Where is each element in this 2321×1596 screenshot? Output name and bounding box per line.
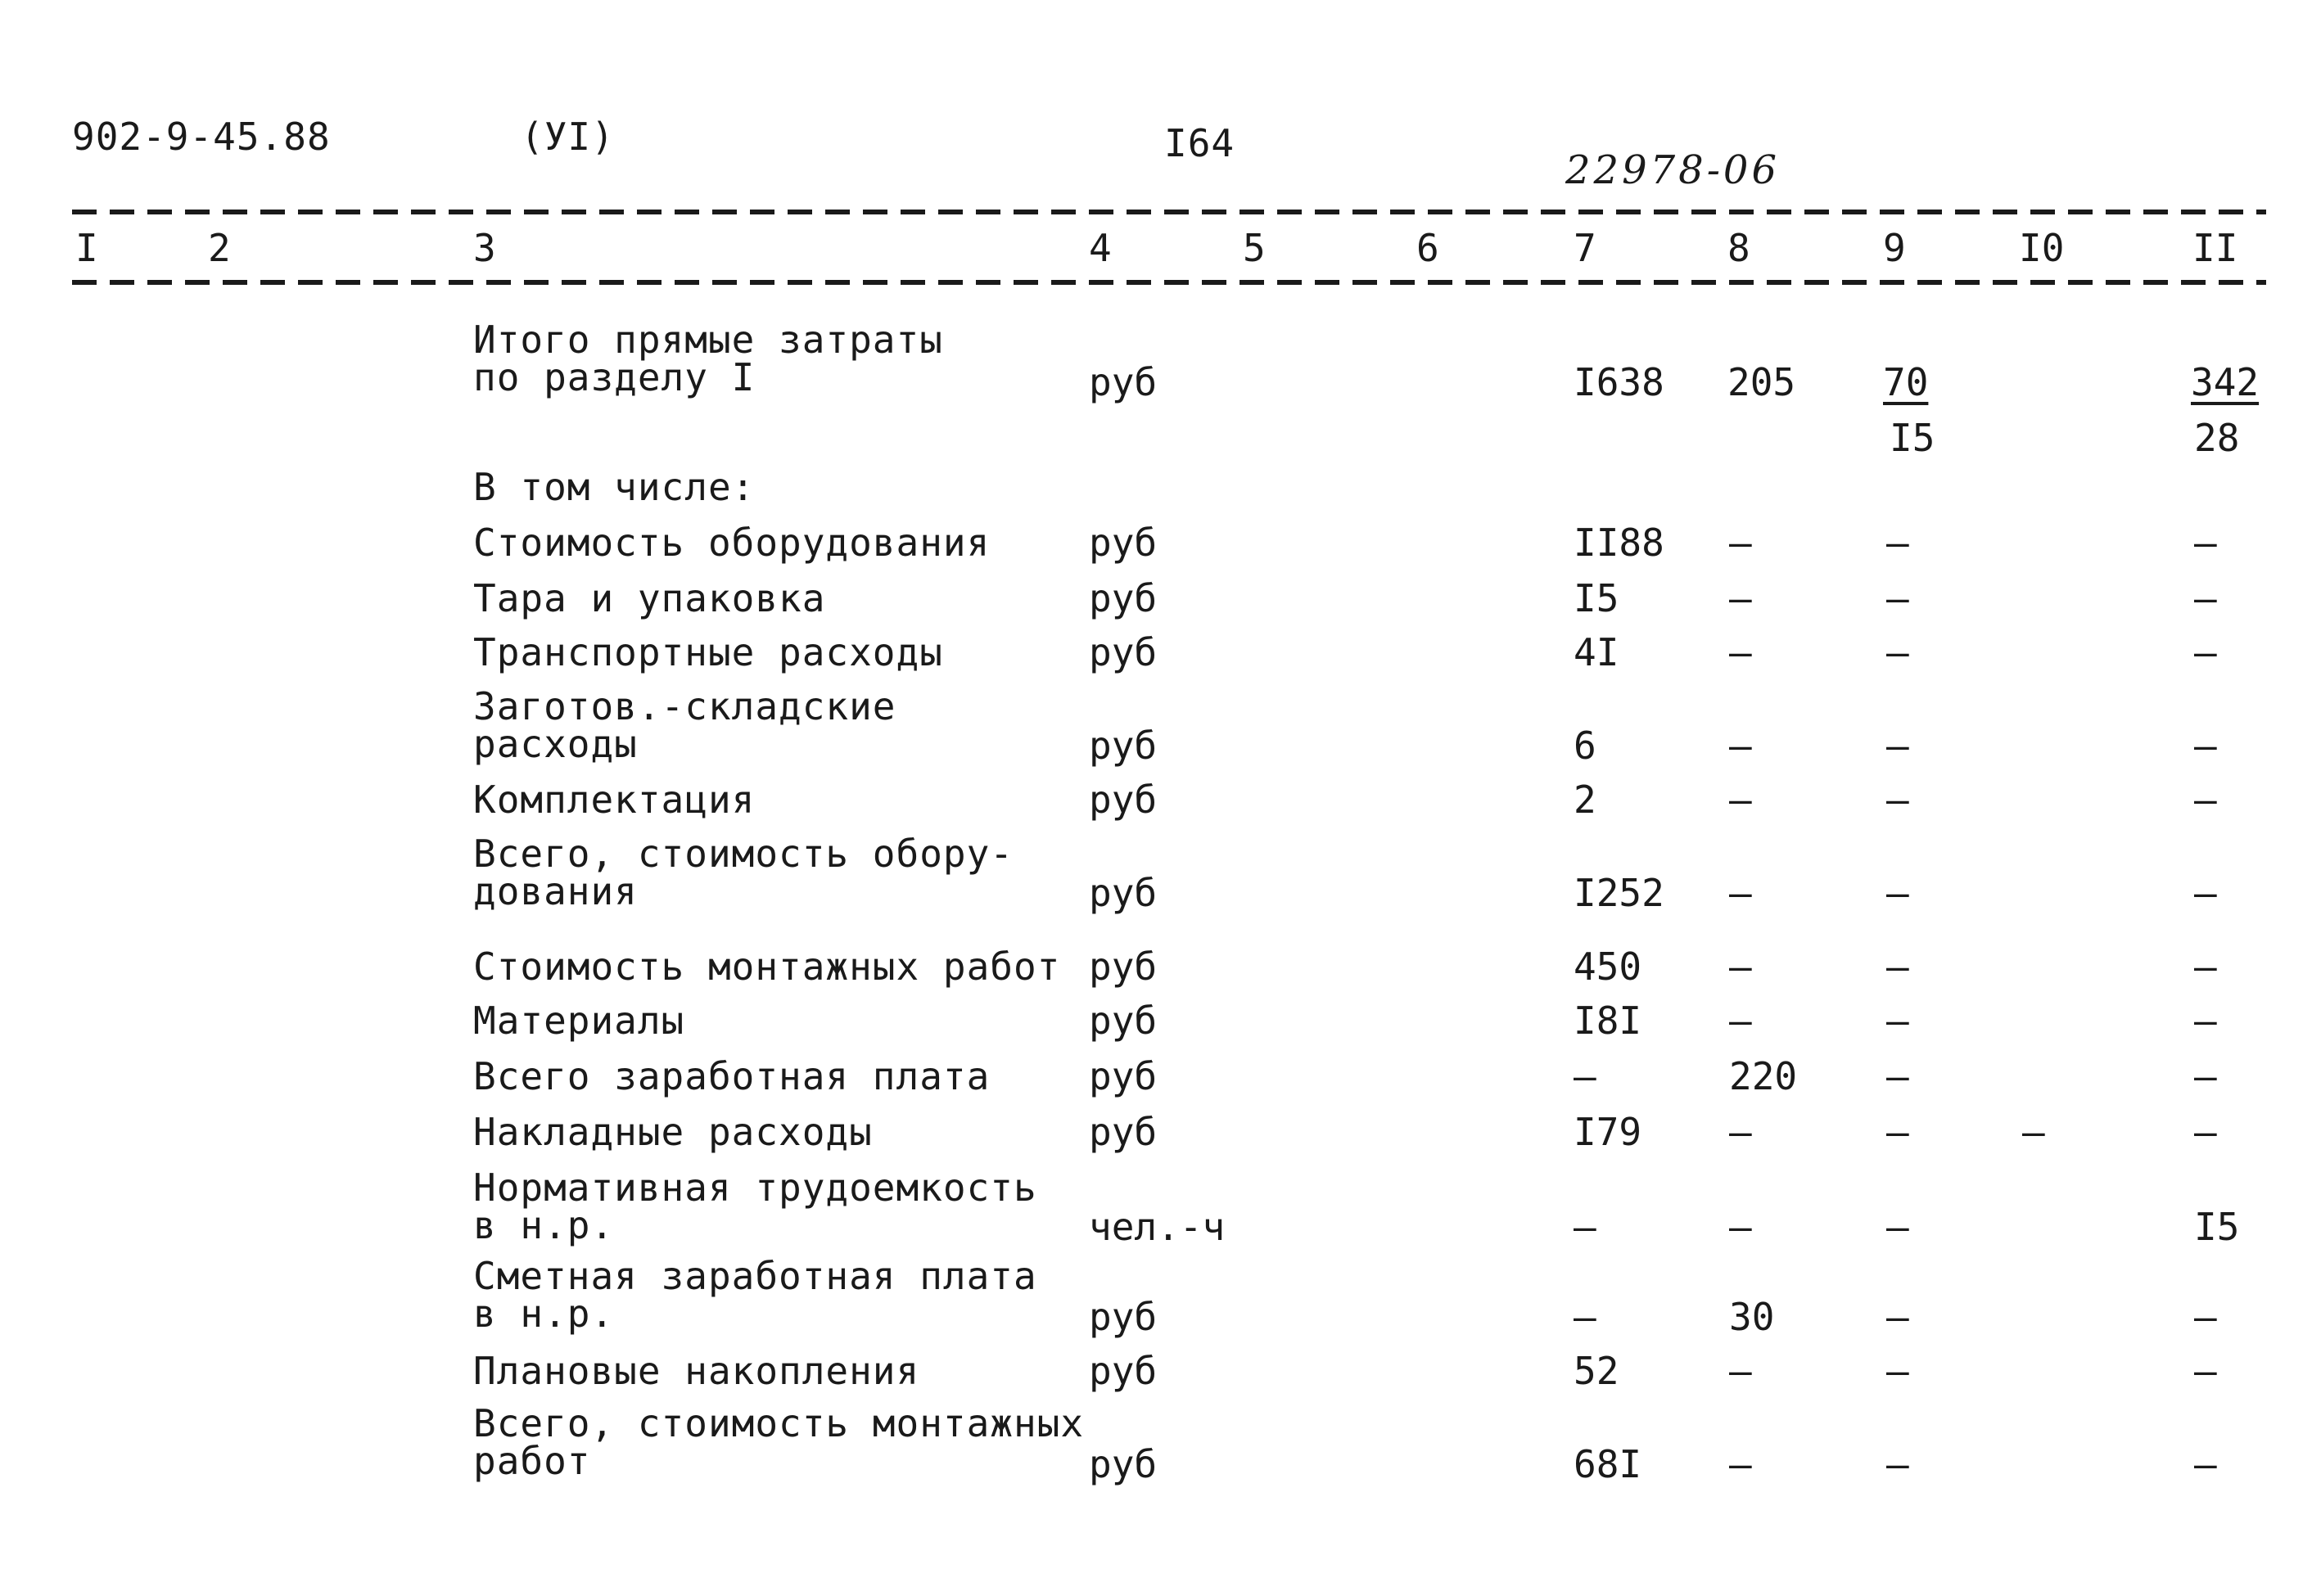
- cell-col8: 30: [1729, 1295, 1775, 1339]
- cell-col9: –: [1886, 871, 1909, 915]
- cell-col11: 342: [2191, 360, 2260, 404]
- cell-col9: –: [1886, 999, 1909, 1043]
- row-unit: руб: [1089, 1442, 1158, 1486]
- column-number-9: 9: [1883, 226, 1906, 270]
- row-description: Всего, стоимость монтажных работ: [473, 1401, 1085, 1483]
- row-unit: руб: [1089, 945, 1158, 989]
- cell-col11: –: [2194, 1110, 2217, 1154]
- cell-col9: –: [1886, 1205, 1909, 1249]
- row-unit: руб: [1089, 871, 1158, 915]
- cell-col8: 220: [1729, 1054, 1798, 1098]
- row-description: Заготов.-складские расходы: [473, 684, 896, 766]
- stamp-number: 22978-06: [1565, 147, 1780, 193]
- cell-col9: 70: [1883, 360, 1929, 404]
- cell-col7: 6: [1574, 724, 1596, 768]
- cell-col7: II88: [1574, 521, 1664, 565]
- cell-col7: 4I: [1574, 630, 1619, 674]
- cell-col7: –: [1574, 1054, 1596, 1098]
- column-number-7: 7: [1574, 226, 1596, 270]
- cell-col11: –: [2194, 724, 2217, 768]
- cell-col9-sub: I5: [1890, 416, 1935, 460]
- row-unit: руб: [1089, 360, 1158, 404]
- column-number-10: I0: [2019, 226, 2065, 270]
- row-unit: руб: [1089, 630, 1158, 674]
- cell-col8: 205: [1727, 360, 1796, 404]
- cell-col11: –: [2194, 630, 2217, 674]
- cell-col7: I79: [1574, 1110, 1642, 1154]
- cell-col11: –: [2194, 1349, 2217, 1393]
- row-unit: руб: [1089, 999, 1158, 1043]
- cell-col7: 450: [1574, 945, 1642, 989]
- cell-col8: –: [1729, 778, 1752, 822]
- row-description: Нормативная трудоемкость в н.р.: [473, 1165, 1037, 1247]
- cell-col9: –: [1886, 1295, 1909, 1339]
- column-number-1: I: [75, 226, 98, 270]
- row-description: Плановые накопления: [473, 1349, 920, 1393]
- cell-col11: –: [2194, 1442, 2217, 1486]
- cell-col7: –: [1574, 1295, 1596, 1339]
- column-number-2: 2: [208, 226, 231, 270]
- cell-col7: 2: [1574, 778, 1596, 822]
- column-number-4: 4: [1089, 226, 1112, 270]
- cell-col8: –: [1729, 630, 1752, 674]
- row-unit: руб: [1089, 1110, 1158, 1154]
- row-unit: руб: [1089, 1054, 1158, 1098]
- row-description: Комплектация: [473, 778, 756, 822]
- cell-col7: I252: [1574, 871, 1664, 915]
- cell-col8: –: [1729, 1349, 1752, 1393]
- cell-col9: –: [1886, 724, 1909, 768]
- cell-col9: –: [1886, 1442, 1909, 1486]
- row-unit: руб: [1089, 1295, 1158, 1339]
- row-description: Итого прямые затраты по разделу I: [473, 318, 943, 399]
- cell-col11: –: [2194, 1054, 2217, 1098]
- cell-col11-sub: 28: [2194, 416, 2240, 460]
- row-description: Всего, стоимость обору- дования: [473, 832, 1014, 913]
- row-description: Материалы: [473, 999, 685, 1043]
- cell-col11: –: [2194, 521, 2217, 565]
- cell-col11: –: [2194, 778, 2217, 822]
- cell-col9: –: [1886, 1349, 1909, 1393]
- cell-col9: –: [1886, 521, 1909, 565]
- row-description: Тара и упаковка: [473, 576, 826, 620]
- row-description: Накладные расходы: [473, 1110, 873, 1154]
- column-number-6: 6: [1416, 226, 1439, 270]
- cell-col7: I8I: [1574, 999, 1642, 1043]
- cell-col11: I5: [2194, 1205, 2240, 1249]
- row-unit: руб: [1089, 576, 1158, 620]
- row-description: Стоимость оборудования: [473, 521, 991, 565]
- cell-col10: –: [2022, 1110, 2045, 1154]
- cell-col7: 68I: [1574, 1442, 1642, 1486]
- row-description: Всего заработная плата: [473, 1054, 991, 1098]
- row-description: Транспортные расходы: [473, 630, 943, 674]
- cell-col9: –: [1886, 778, 1909, 822]
- row-unit: руб: [1089, 778, 1158, 822]
- cell-col8: –: [1729, 871, 1752, 915]
- column-number-3: 3: [473, 226, 496, 270]
- column-number-11: II: [2192, 226, 2238, 270]
- cell-col7: –: [1574, 1205, 1596, 1249]
- row-unit: руб: [1089, 521, 1158, 565]
- cell-col9: –: [1886, 1110, 1909, 1154]
- cell-col9: –: [1886, 1054, 1909, 1098]
- column-number-8: 8: [1727, 226, 1750, 270]
- row-unit: руб: [1089, 724, 1158, 768]
- column-number-5: 5: [1243, 226, 1266, 270]
- cell-col11: –: [2194, 1295, 2217, 1339]
- doc-code: 902-9-45.88: [72, 115, 331, 159]
- volume-label: (УI): [521, 115, 615, 159]
- page-number: I64: [1164, 121, 1235, 165]
- row-description: Стоимость монтажных работ: [473, 945, 1061, 989]
- cell-col8: –: [1729, 945, 1752, 989]
- row-unit: чел.-ч: [1089, 1205, 1226, 1249]
- cell-col9: –: [1886, 630, 1909, 674]
- cell-col11: –: [2194, 945, 2217, 989]
- cell-col9: –: [1886, 945, 1909, 989]
- row-description: Сметная заработная плата в н.р.: [473, 1254, 1037, 1336]
- row-unit: руб: [1089, 1349, 1158, 1393]
- row-description: В том числе:: [473, 465, 756, 509]
- cell-col7: I638: [1574, 360, 1664, 404]
- cell-col8: –: [1729, 724, 1752, 768]
- cell-col11: –: [2194, 576, 2217, 620]
- header-top-rule: [72, 210, 2266, 214]
- cell-col7: 52: [1574, 1349, 1619, 1393]
- cell-col9: –: [1886, 576, 1909, 620]
- cell-col7: I5: [1574, 576, 1619, 620]
- cell-col8: –: [1729, 521, 1752, 565]
- cell-col8: –: [1729, 1442, 1752, 1486]
- cell-col8: –: [1729, 999, 1752, 1043]
- cell-col8: –: [1729, 1110, 1752, 1154]
- header-bottom-rule: [72, 280, 2266, 285]
- cell-col8: –: [1729, 1205, 1752, 1249]
- cell-col8: –: [1729, 576, 1752, 620]
- cell-col11: –: [2194, 999, 2217, 1043]
- cell-col11: –: [2194, 871, 2217, 915]
